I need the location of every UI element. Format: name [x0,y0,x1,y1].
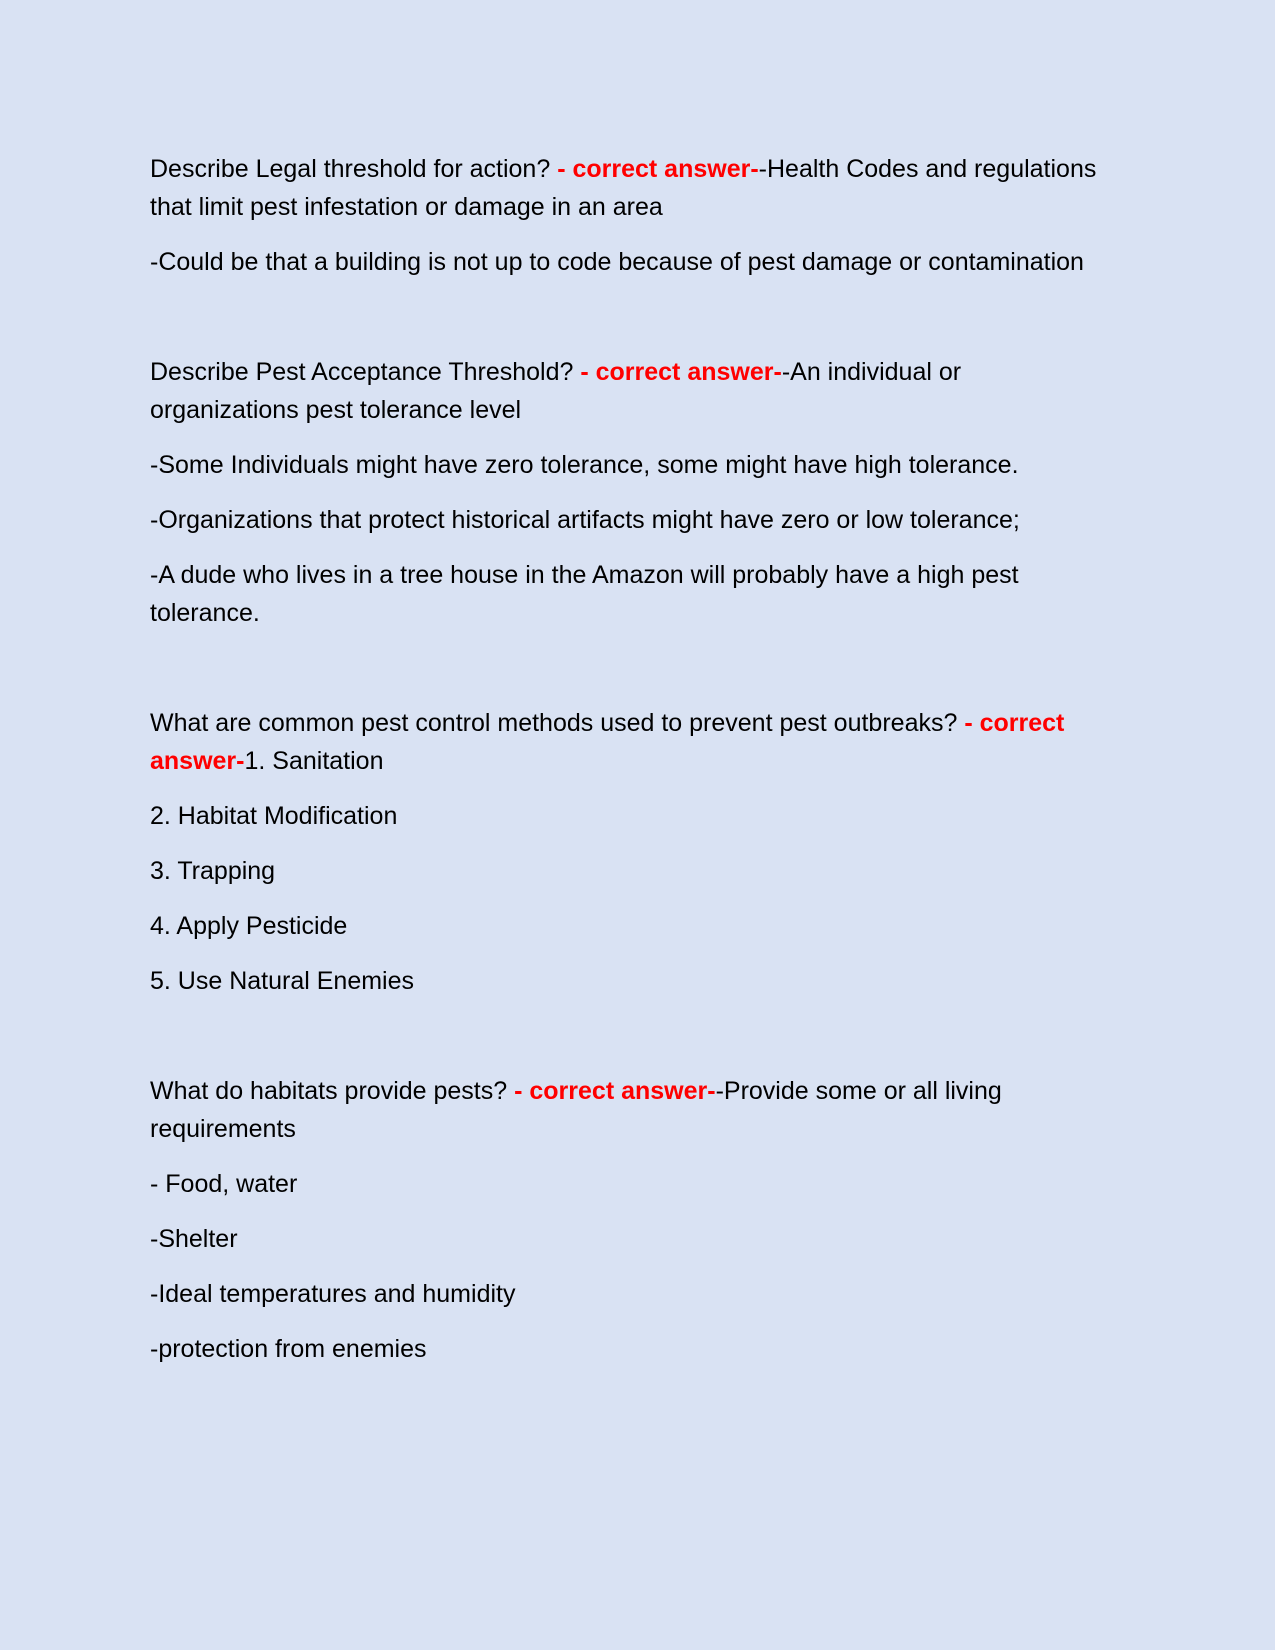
qa-block [150,150,1125,281]
qa-block [150,1072,1125,1368]
detail-line: 3. Trapping [150,857,276,885]
detail-line: 5. Use Natural Enemies [150,967,415,995]
question-line [150,704,1110,780]
correct-answer-marker: - correct answer- [150,709,1065,775]
question-line [150,150,1110,226]
question-line [150,1072,1110,1148]
detail-line: 4. Apply Pesticide [150,912,348,940]
correct-answer-marker: - correct answer- [514,1077,716,1105]
answer-text: -Provide some or all living requirements [150,1077,1002,1143]
question-text: What are common pest control methods used to prevent pest outbreaks? [150,709,965,737]
question-text: What do habitats provide pests? [150,1077,515,1105]
question-line [150,353,1110,429]
detail-line: - Food, water [150,1170,298,1198]
question-text: Describe Pest Acceptance Threshold? [150,358,581,386]
qa-block [150,704,1125,1000]
detail-line: -A dude who lives in a tree house in the Amazon will probably have a high pest tolerance. [150,561,1019,627]
detail-line: -Some Individuals might have zero tolerance, some might have high tolerance. [150,451,1019,479]
detail-line: -Shelter [150,1225,238,1253]
correct-answer-marker: - correct answer- [580,358,782,386]
answer-text: -An individual or organizations pest tolerance level [150,358,962,424]
detail-line: -protection from enemies [150,1335,427,1363]
detail-line: -Organizations that protect historical artifacts might have zero or low tolerance; [150,506,1020,534]
detail-line: -Ideal temperatures and humidity [150,1280,516,1308]
detail-line: 2. Habitat Modification [150,802,398,830]
answer-text: -Health Codes and regulations that limit pest infestation or damage in an area [150,155,1097,221]
answer-text: 1. Sanitation [244,747,384,775]
qa-block [150,353,1125,632]
detail-line: -Could be that a building is not up to code because of pest damage or contamination [150,248,1084,276]
question-text: Describe Legal threshold for action? [150,155,558,183]
correct-answer-marker: - correct answer- [557,155,759,183]
